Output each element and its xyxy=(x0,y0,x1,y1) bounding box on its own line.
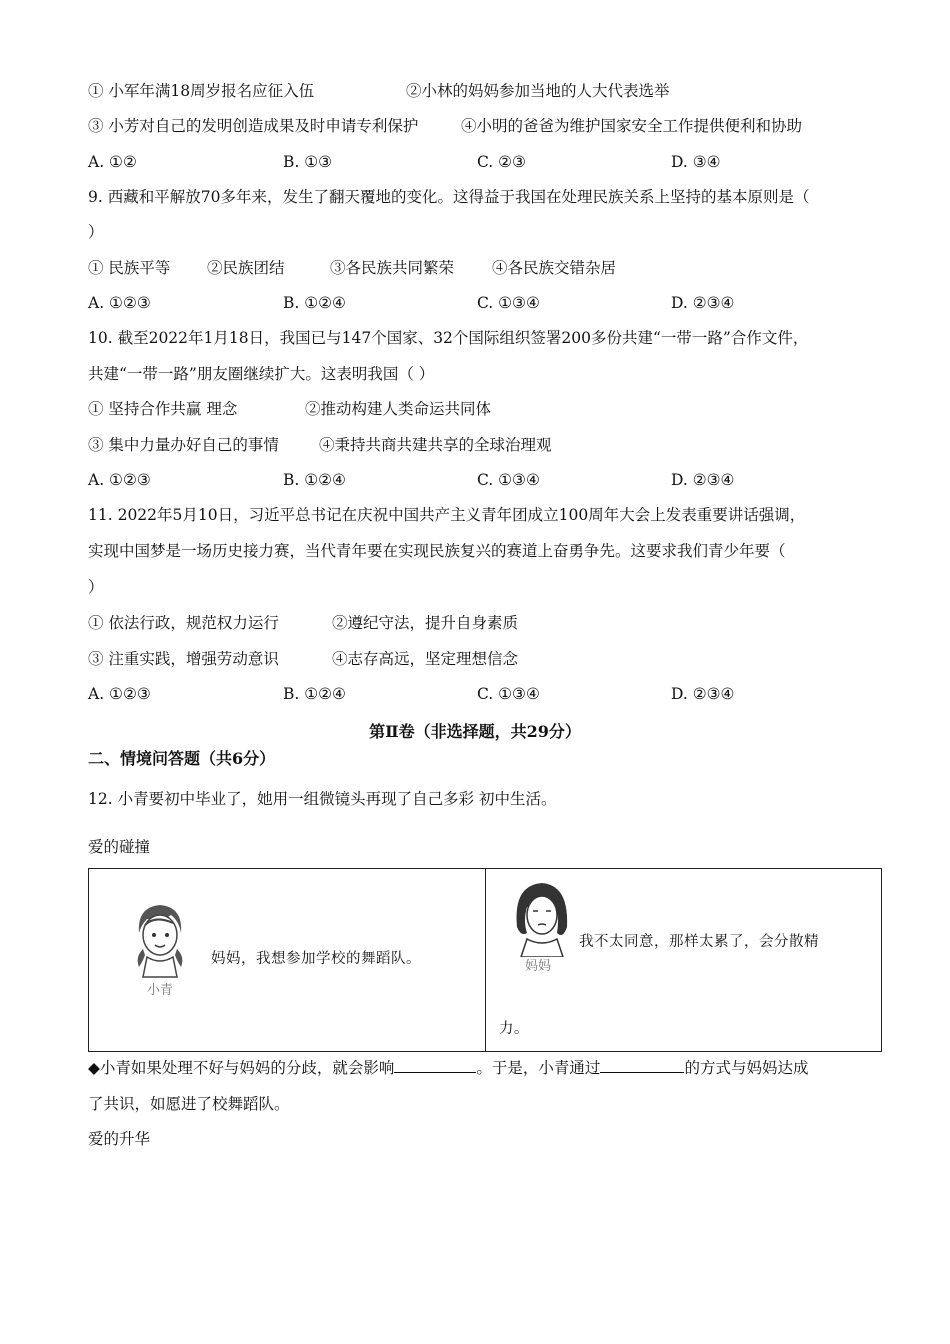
q9-stem-line2: ） xyxy=(88,223,104,241)
q10-option-c: C. ①③④ xyxy=(477,471,540,489)
q8-item-4: ④小明的爸爸为维护国家安全工作提供便利和协助 xyxy=(461,117,803,135)
q11-stem-line1: 11. 2022年5月10日，习近平总书记在庆祝中国共产主义青年团成立100周年大会上发表重要讲话强调， xyxy=(88,506,806,524)
q9-option-a: A. ①②③ xyxy=(88,294,151,312)
q10-item-2: ②推动构建人类命运共同体 xyxy=(305,400,492,418)
q8-item-3: ③ 小芳对自己的发明创造成果及时申请专利保护 xyxy=(88,117,419,135)
mother-speech-line2: 力。 xyxy=(499,1021,529,1037)
q10-option-d: D. ②③④ xyxy=(671,471,735,489)
mother-caption: 妈妈 xyxy=(525,959,552,974)
section-title: 第Ⅱ卷（非选择题，共29分） xyxy=(369,722,581,741)
q9-item-2: ②民族团结 xyxy=(207,259,285,277)
q12-sub2-title: 爱的升华 xyxy=(88,1130,151,1148)
table-divider xyxy=(485,869,486,1051)
q12-question-part2: 。于是，小青通过 xyxy=(476,1059,601,1077)
q11-option-c: C. ①③④ xyxy=(477,685,540,703)
mother-speech-line1: 我不太同意，那样太累了，会分散精 xyxy=(579,934,819,950)
q11-option-a: A. ①②③ xyxy=(88,685,151,703)
q12-question-part3: 的方式与妈妈达成 xyxy=(684,1059,809,1077)
q11-item-3: ③ 注重实践，增强劳动意识 xyxy=(88,650,279,668)
part-heading: 二、情境问答题（共6分） xyxy=(88,749,276,768)
q9-stem-line1: 9. 西藏和平解放70多年来，发生了翻天覆地的变化。这得益于我国在处理民族关系上坚持的基本原则是（ xyxy=(88,188,810,206)
q12-question-line2: 了共识，如愿进了校舞蹈队。 xyxy=(88,1095,290,1113)
q8-option-a: A. ①② xyxy=(88,153,137,171)
q10-option-a: A. ①②③ xyxy=(88,471,151,489)
q8-option-c: C. ②③ xyxy=(477,153,526,171)
q11-stem-line2: 实现中国梦是一场历史接力赛，当代青年要在实现民族复兴的赛道上奋勇争先。这要求我们青少年要（ xyxy=(88,542,786,560)
q8-option-d: D. ③④ xyxy=(671,153,721,171)
q11-item-4: ④志存高远，坚定理想信念 xyxy=(332,650,519,668)
q11-option-d: D. ②③④ xyxy=(671,685,735,703)
q10-item-4: ④秉持共商共建共享的全球治理观 xyxy=(319,436,552,454)
q11-item-2: ②遵纪守法，提升自身素质 xyxy=(332,614,519,632)
girl-caption: 小青 xyxy=(147,983,174,998)
q11-stem-line3: ） xyxy=(88,578,104,596)
girl-avatar xyxy=(125,899,195,979)
answer-blank-1[interactable] xyxy=(394,1058,476,1073)
q9-item-4: ④各民族交错杂居 xyxy=(492,259,617,277)
q8-item-2: ②小林的妈妈参加当地的人大代表选举 xyxy=(406,82,670,100)
q12-question-line1 xyxy=(88,1058,808,1078)
answer-blank-2[interactable] xyxy=(600,1058,684,1073)
q10-stem-line2: 共建“一带一路”朋友圈继续扩大。这表明我国（ ） xyxy=(88,365,435,383)
mother-face-icon xyxy=(507,877,577,957)
mother-avatar xyxy=(507,877,577,957)
girl-face-icon xyxy=(125,899,195,979)
q12-stem: 12. 小青要初中毕业了，她用一组微镜头再现了自己多彩 初中生活。 xyxy=(88,790,557,808)
dialogue-table xyxy=(88,868,882,1052)
q10-option-b: B. ①②④ xyxy=(283,471,346,489)
q12-sub1-title: 爱的碰撞 xyxy=(88,838,151,856)
q8-option-b: B. ①③ xyxy=(283,153,333,171)
q9-option-d: D. ②③④ xyxy=(671,294,735,312)
q9-item-3: ③各民族共同繁荣 xyxy=(330,259,455,277)
q10-stem-line1: 10. 截至2022年1月18日，我国已与147个国家、32个国际组织签署200多份共建“一带一路”合作文件， xyxy=(88,329,809,347)
q8-item-1: ① 小军年满18周岁报名应征入伍 xyxy=(88,82,315,100)
q10-item-1: ① 坚持合作共赢 理念 xyxy=(88,400,238,418)
girl-speech: 妈妈，我想参加学校的舞蹈队。 xyxy=(211,951,421,967)
q9-item-1: ① 民族平等 xyxy=(88,259,171,277)
q12-question-part1: ◆小青如果处理不好与妈妈的分歧，就会影响 xyxy=(88,1059,395,1077)
q11-item-1: ① 依法行政，规范权力运行 xyxy=(88,614,279,632)
q9-option-b: B. ①②④ xyxy=(283,294,346,312)
q10-item-3: ③ 集中力量办好自己的事情 xyxy=(88,436,279,454)
q11-option-b: B. ①②④ xyxy=(283,685,346,703)
q9-option-c: C. ①③④ xyxy=(477,294,540,312)
